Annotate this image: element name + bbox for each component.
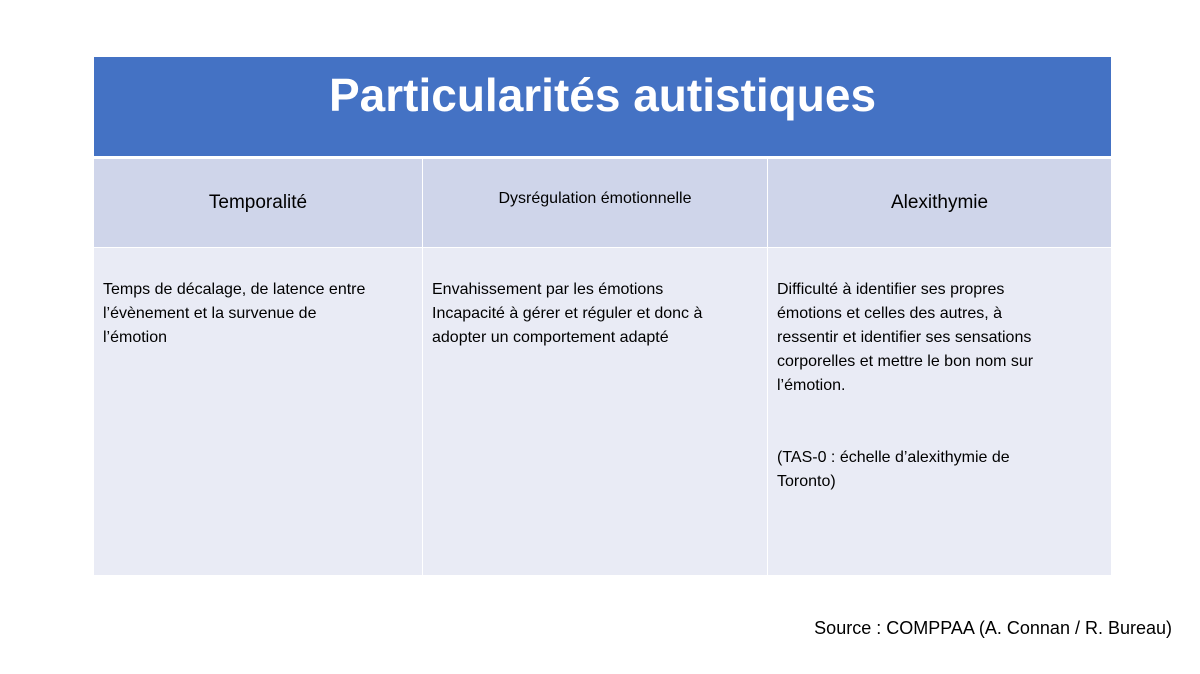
cell-text-line: Difficulté à identifier ses propres — [777, 281, 1005, 298]
column-header-temporalite — [94, 158, 423, 248]
column-header-dysregulation — [423, 158, 768, 248]
cell-text-line: émotions et celles des autres, à — [777, 305, 1003, 322]
cell-note-line: Toronto) — [777, 473, 836, 490]
paragraph-spacer — [777, 398, 1102, 446]
title-row — [94, 57, 1112, 158]
cell-text-line: l’émotion. — [777, 377, 846, 394]
column-header-label: Dysrégulation émotionnelle — [498, 190, 692, 208]
column-header-label: Alexithymie — [890, 191, 989, 213]
title-cell — [94, 57, 1112, 158]
cell-temporalite — [94, 248, 423, 576]
cell-text-line: Envahissement par les émotions — [432, 281, 664, 298]
column-header-label: Temporalité — [208, 191, 308, 213]
column-header-alexithymie — [768, 158, 1112, 248]
cell-text-line: corporelles et mettre le bon nom sur — [777, 353, 1034, 370]
page-title: Particularités autistiques — [328, 68, 877, 121]
body-row — [94, 248, 1112, 576]
cell-alexithymie — [768, 248, 1112, 576]
cell-text-line: Temps de décalage, de latence entre — [103, 281, 366, 298]
header-row — [94, 158, 1112, 248]
cell-text-line: l’évènement et la survenue de — [103, 305, 317, 322]
cell-text-line: l’émotion — [103, 329, 168, 346]
source-credit: Source : COMPPAA (A. Connan / R. Bureau) — [814, 618, 1172, 638]
particularites-table — [93, 57, 1112, 575]
cell-note-line: (TAS-0 : échelle d’alexithymie de — [777, 449, 1010, 466]
cell-text-line: ressentir et identifier ses sensations — [777, 329, 1032, 346]
cell-text-line: Incapacité à gérer et réguler et donc à — [432, 305, 703, 322]
cell-text-line: adopter un comportement adapté — [432, 329, 669, 346]
cell-dysregulation — [423, 248, 768, 576]
